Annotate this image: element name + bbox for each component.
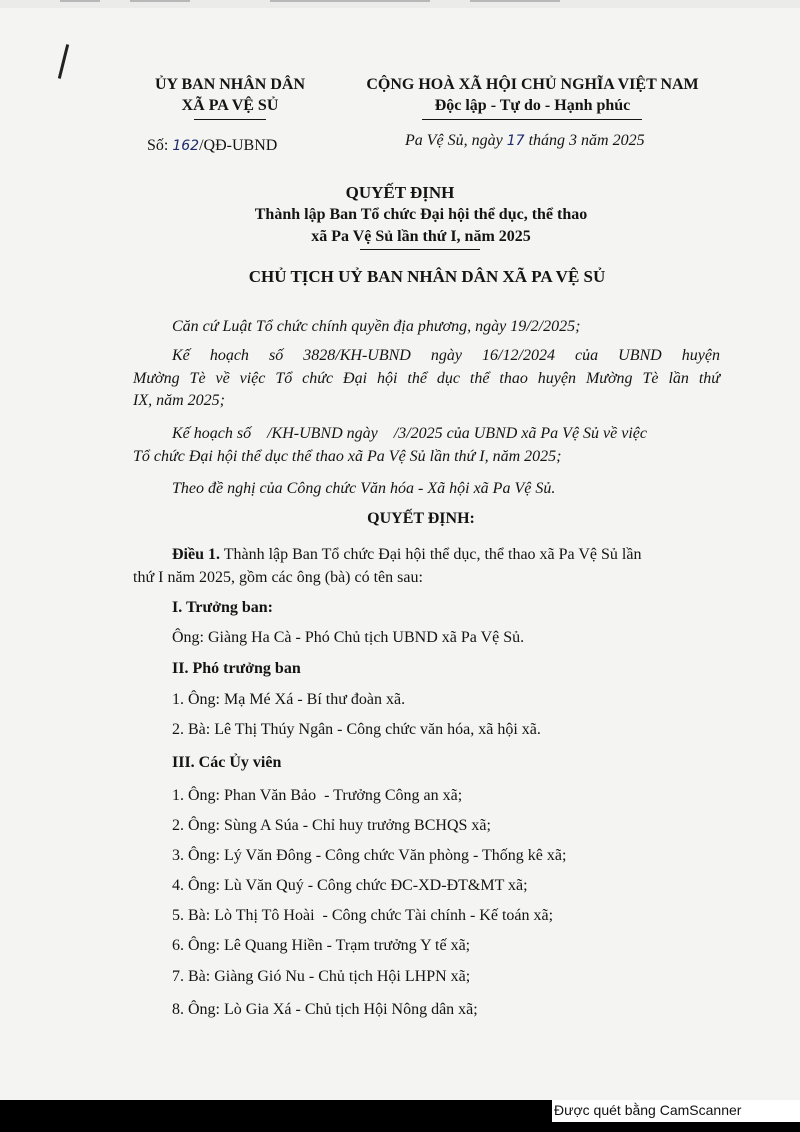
preamble-plan-district-line-2: Mường Tè về việc Tổ chức Đại hội thể dục thể thao huyện Mường Tè lần thứ <box>133 370 720 387</box>
section-members-heading: III. Các Ủy viên <box>172 754 282 771</box>
national-motto: Độc lập - Tự do - Hạnh phúc <box>434 97 631 114</box>
preamble-plan-commune-line-1: Kế hoạch số /KH-UBND ngày /3/2025 của UBND xã Pa Vệ Sủ về việc <box>172 425 648 442</box>
member-item: 5. Bà: Lò Thị Tô Hoài - Công chức Tài chính - Kế toán xã; <box>172 907 554 924</box>
document-number-handwritten: 162 <box>172 138 200 154</box>
document-number-suffix: /QĐ-UBND <box>199 137 278 154</box>
handwritten-mark <box>58 44 69 79</box>
preamble-proposal: Theo đề nghị của Công chức Văn hóa - Xã hội xã Pa Vệ Sủ. <box>172 480 556 497</box>
deputy-item: 2. Bà: Lê Thị Thúy Ngân - Công chức văn hóa, xã hội xã. <box>172 721 541 738</box>
article-1-text: Thành lập Ban Tổ chức Đại hội thể dục, thể thao xã Pa Vệ Sủ lần <box>220 546 642 563</box>
member-item: 1. Ông: Phan Văn Bảo - Trưởng Công an xã; <box>172 787 463 804</box>
header-org-line-2: XÃ PA VỆ SỦ <box>181 97 279 114</box>
header-org-line-1: ỦY BAN NHÂN DÂN <box>154 76 306 93</box>
member-item: 2. Ông: Sùng A Súa - Chỉ huy trưởng BCHQS xã; <box>172 817 491 834</box>
document-date-suffix: tháng 3 năm 2025 <box>524 132 645 149</box>
national-motto-underline <box>422 119 642 120</box>
article-1-line-1 <box>172 545 641 565</box>
preamble-legal-basis: Căn cứ Luật Tổ chức chính quyền địa phương, ngày 19/2/2025; <box>172 318 581 335</box>
member-item: 7. Bà: Giàng Gió Nu - Chủ tịch Hội LHPN xã; <box>172 968 471 985</box>
decision-subtitle-1: Thành lập Ban Tổ chức Đại hội thể dục, thể thao <box>254 206 588 223</box>
scanner-watermark <box>552 1100 800 1122</box>
document-number-prefix: Số: <box>147 137 173 154</box>
national-title: CỘNG HOÀ XÃ HỘI CHỦ NGHĨA VIỆT NAM <box>366 76 699 93</box>
article-1-line-2: thứ I năm 2025, gồm các ông (bà) có tên sau: <box>133 569 423 586</box>
member-item: 8. Ông: Lò Gia Xá - Chủ tịch Hội Nông dân xã; <box>172 1001 478 1018</box>
subtitle-underline <box>360 249 480 250</box>
document-number <box>147 136 277 156</box>
preamble-plan-commune-line-2: Tổ chức Đại hội thể dục thể thao xã Pa Vệ Sủ lần thứ I, năm 2025; <box>133 448 562 465</box>
member-item: 6. Ông: Lê Quang Hiền - Trạm trưởng Y tế xã; <box>172 937 471 954</box>
section-deputy-heading: II. Phó trưởng ban <box>172 660 301 677</box>
preamble-plan-district-line-3: IX, năm 2025; <box>133 392 225 409</box>
scanner-watermark-text: Được quét bằng CamScanner <box>554 1102 742 1118</box>
member-item: 4. Ông: Lù Văn Quý - Công chức ĐC-XD-ĐT&MT xã; <box>172 877 528 894</box>
head-member: Ông: Giàng Ha Cà - Phó Chủ tịch UBND xã Pa Vệ Sủ. <box>172 629 525 646</box>
decides-heading: QUYẾT ĐỊNH: <box>367 510 475 527</box>
document-date-handwritten: 17 <box>506 133 525 149</box>
decision-authority: CHỦ TỊCH UỶ BAN NHÂN DÂN XÃ PA VỆ SỦ <box>248 267 606 286</box>
decision-subtitle-2: xã Pa Vệ Sủ lần thứ I, năm 2025 <box>311 228 531 245</box>
document-date <box>405 131 645 151</box>
member-item: 3. Ông: Lý Văn Đông - Công chức Văn phòng - Thống kê xã; <box>172 847 567 864</box>
decision-title: QUYẾT ĐỊNH <box>345 183 455 202</box>
document-date-prefix: Pa Vệ Sủ, ngày <box>405 132 507 149</box>
article-1-label: Điều 1. <box>172 546 220 563</box>
preamble-plan-district-line-1: Kế hoạch số 3828/KH-UBND ngày 16/12/2024 của UBND huyện <box>172 347 720 364</box>
header-org-underline <box>194 119 266 120</box>
scan-top-edge <box>0 0 800 8</box>
section-head-heading: I. Trưởng ban: <box>172 599 274 616</box>
deputy-item: 1. Ông: Mạ Mé Xá - Bí thư đoàn xã. <box>172 691 406 708</box>
